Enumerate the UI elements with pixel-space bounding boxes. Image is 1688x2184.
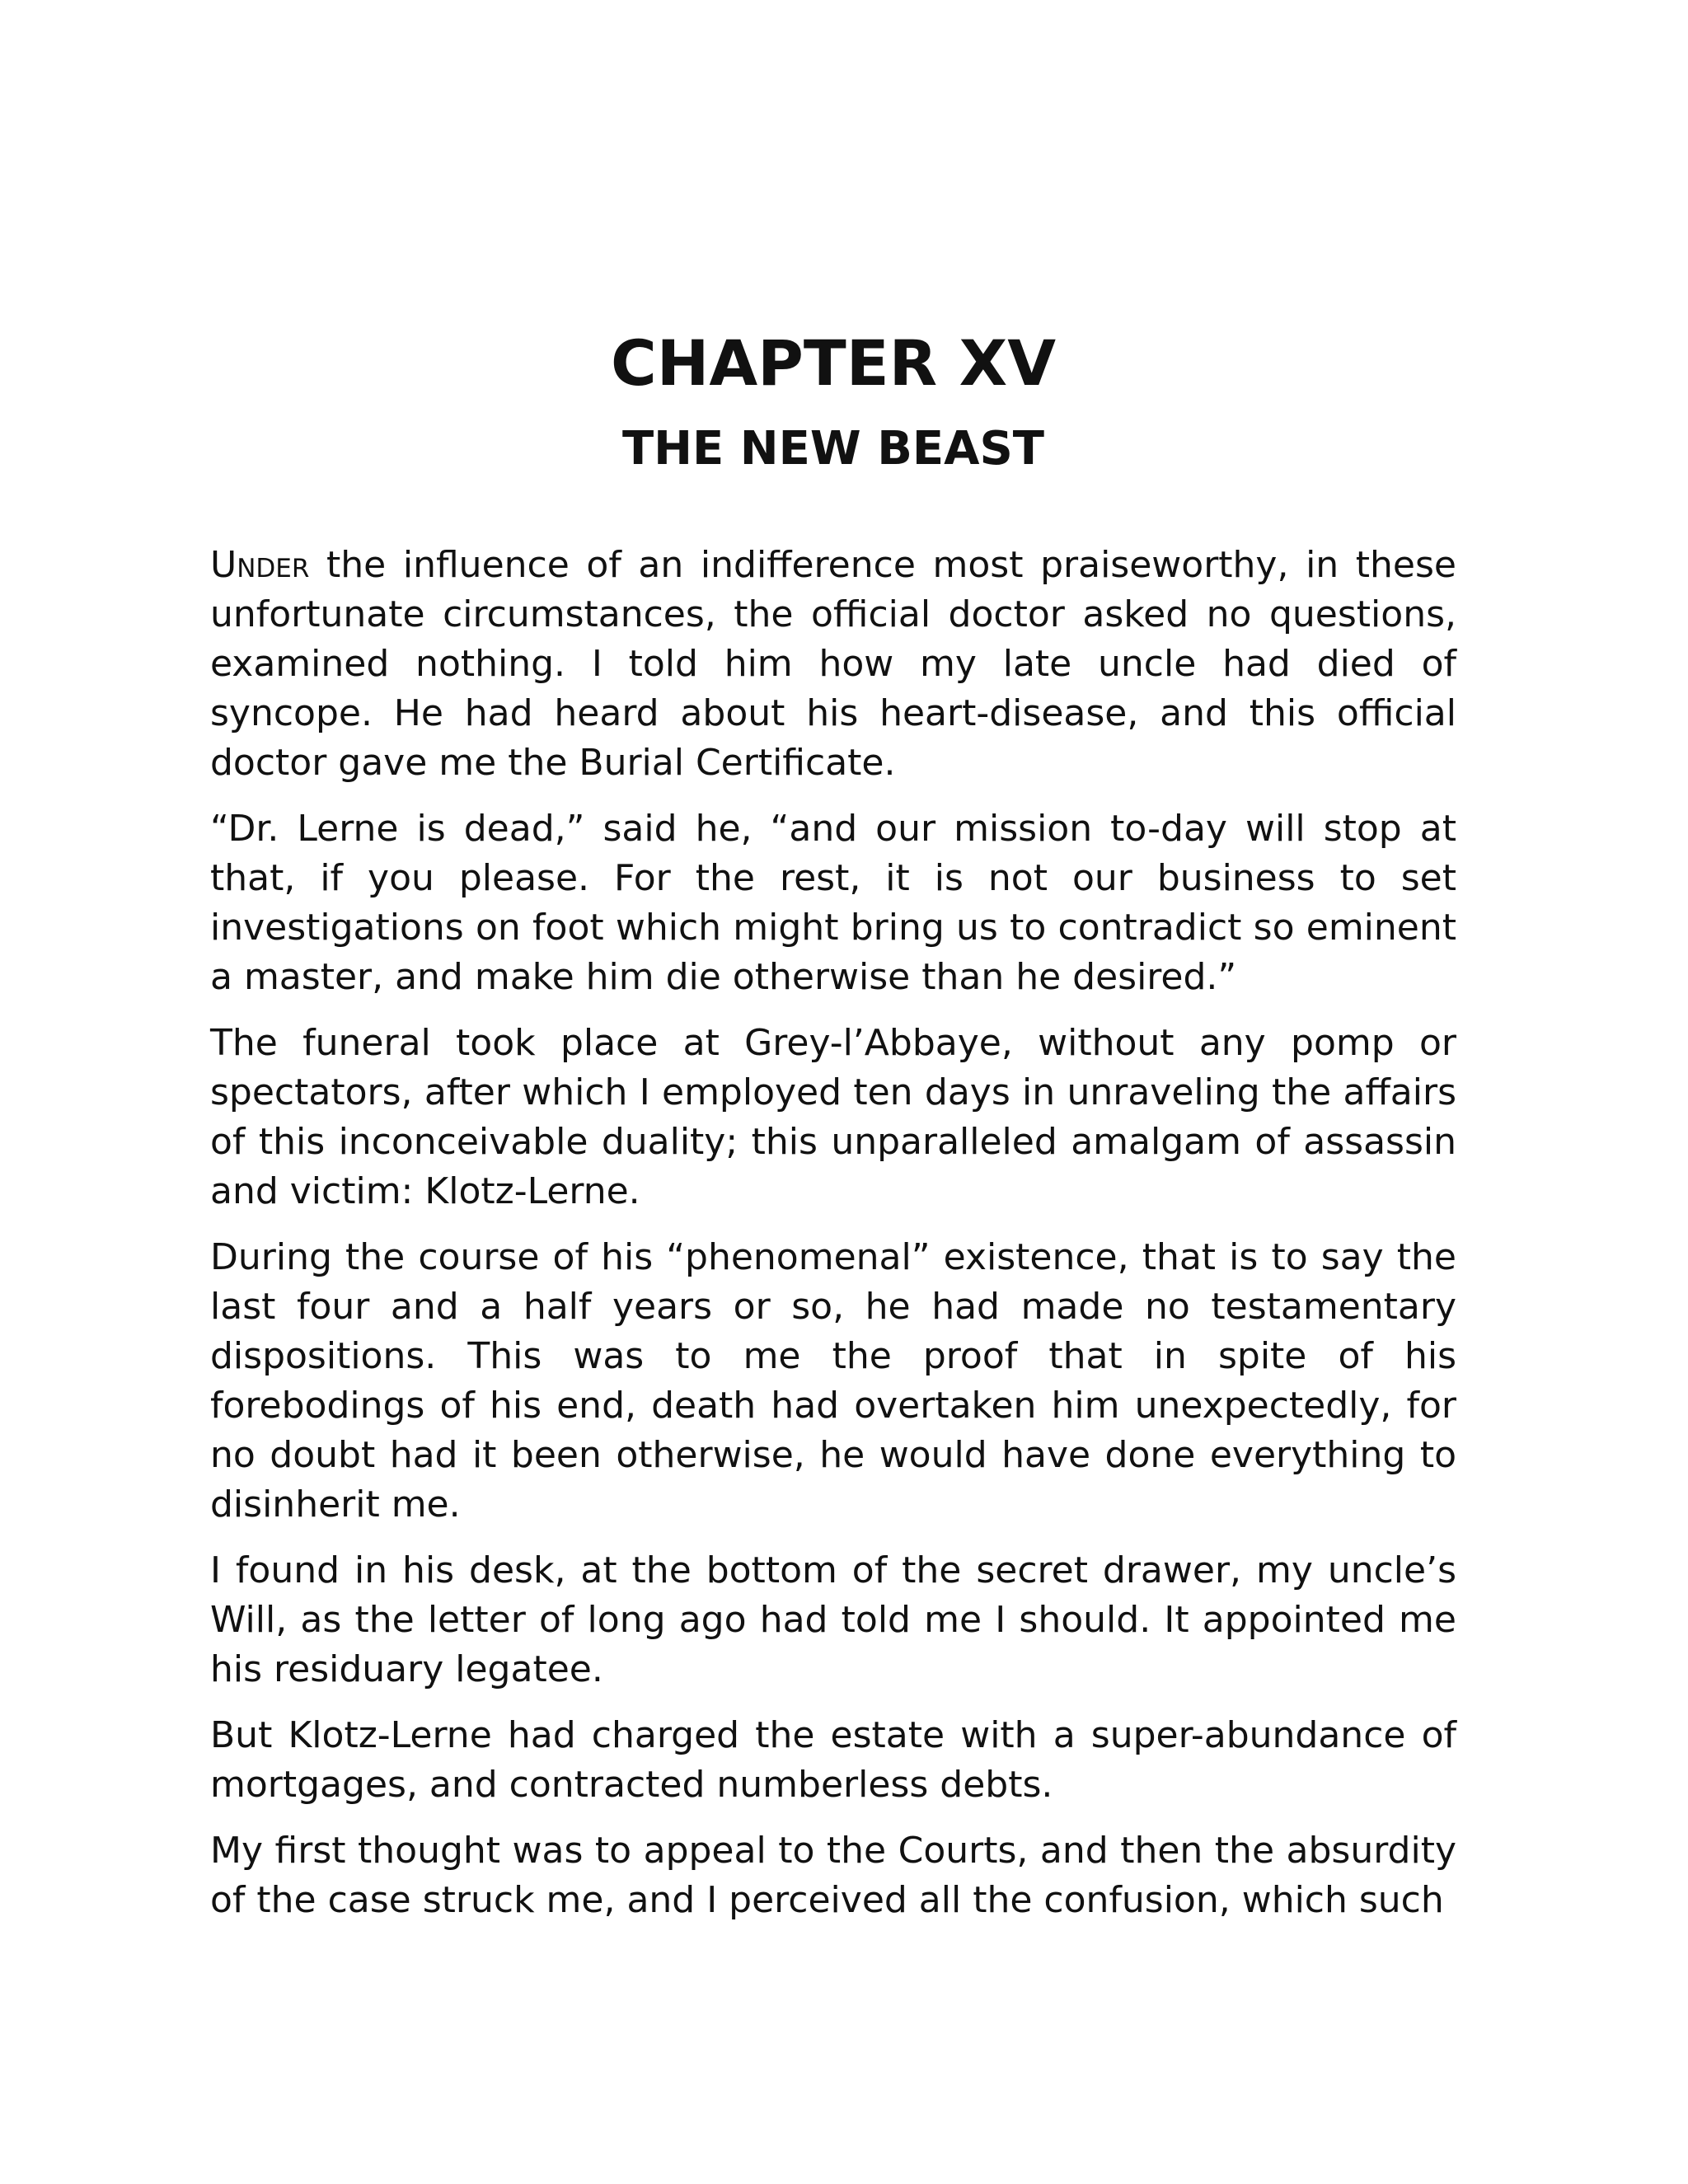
paragraph-3: The funeral took place at Grey-l’Abbaye, without any pomp or spectators, after which I employed ten days in unraveling the affairs of this inconceivable duality; this unparalleled amalgam of assassin and victim: Klotz-Lerne.	[210, 1022, 1456, 1212]
paragraph-5: I found in his desk, at the bottom of the secret drawer, my uncle’s Will, as the letter of long ago had told me I should. It appointed me his residuary legatee.	[210, 1549, 1456, 1690]
paragraph-6: But Klotz-Lerne had charged the estate with a super-abundance of mortgages, and contracted numberless debts.	[210, 1714, 1456, 1806]
paragraph-text: the influence of an indifference most praiseworthy, in these unfortunate circumstances, the official doctor asked no questions, examined nothing. I told him how my late uncle had died of syncope. He had heard about his heart-disease, and this official doctor gave me the Burial Certificate.	[210, 544, 1456, 784]
paragraph-4: During the course of his “phenomenal” existence, that is to say the last four and a half years or so, he had made no testamentary dispositions. This was to me the proof that in spite of his forebodings of his end, death had overtaken him unexpectedly, for no doubt had it been otherwise, he would have done everything to disinherit me.	[210, 1236, 1456, 1526]
paragraph-lead-word: Under	[210, 544, 310, 586]
paragraph-1	[210, 541, 1456, 788]
chapter-body	[210, 541, 1456, 1925]
chapter-subtitle: THE NEW BEAST	[621, 422, 1044, 476]
chapter-title: CHAPTER XV	[610, 326, 1057, 400]
book-page	[210, 326, 1456, 1942]
paragraph-2: “Dr. Lerne is dead,” said he, “and our mission to-day will stop at that, if you please. For the rest, it is not our business to set investigations on foot which might bring us to contradict so eminent a master, and make him die otherwise than he desired.”	[210, 808, 1456, 998]
paragraph-7: My first thought was to appeal to the Courts, and then the absurdity of the case struck me, and I perceived all the confusion, which such	[210, 1830, 1456, 1921]
